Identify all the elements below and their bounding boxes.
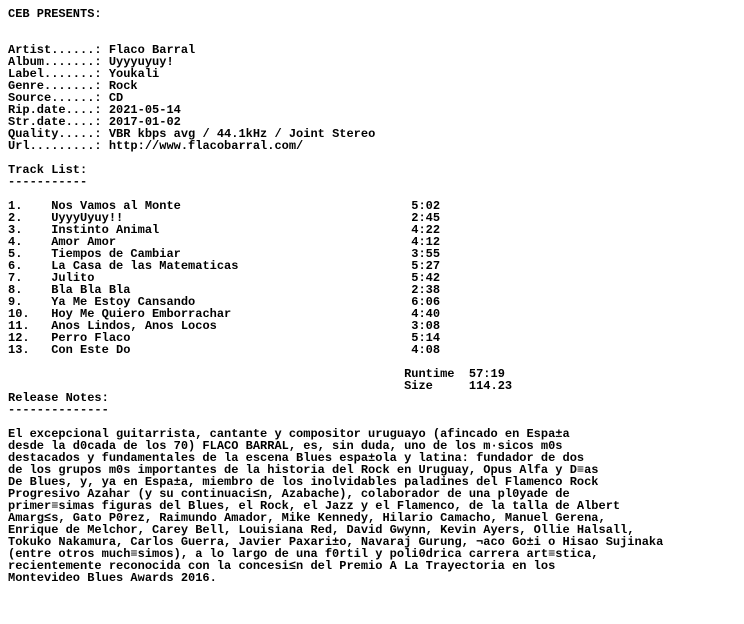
info-value: 2021-05-14 xyxy=(108,103,181,117)
track-title: Tiempos de Cambiar xyxy=(51,247,412,261)
notes-line: El excepcional guitarrista, cantante y compositor uruguayo (afincado en Espa±a xyxy=(8,427,570,441)
runtime-value: 57:19 xyxy=(468,367,505,381)
track-title: La Casa de las Matematicas xyxy=(51,259,412,273)
track-title: UyyyUyuy!! xyxy=(51,211,412,225)
info-value: CD xyxy=(108,91,124,105)
track-number: 8. xyxy=(8,283,52,297)
notes-line: primer≡simas figuras del Blues, el Rock, el Jazz y el Flamenco, de la talla de Albert xyxy=(8,499,621,513)
release-notes xyxy=(8,428,663,584)
info-value: Rock xyxy=(108,79,138,93)
notes-line: destacados y fundamentales de la escena Blues espa±ola y latina: fundador de dos xyxy=(8,451,585,465)
info-value: Flaco Barral xyxy=(108,43,196,57)
track-title: Julito xyxy=(51,271,412,285)
notes-line: desde la d0cada de los 70) FLACO BARRAL, es, sin duda, uno de los m·sicos m0s xyxy=(8,439,563,453)
track-number: 13. xyxy=(8,343,52,357)
track-number: 7. xyxy=(8,271,52,285)
notes-underline: -------------- xyxy=(8,403,109,417)
notes-line: (entre otros much≡simos), a lo largo de una f0rtil y poli0drica carrera art≡stica, xyxy=(8,547,599,561)
track-number: 11. xyxy=(8,319,52,333)
track-time: 4:22 xyxy=(411,223,441,237)
info-key: Genre.......: xyxy=(8,79,102,93)
info-value: 2017-01-02 xyxy=(108,115,181,129)
track-time: 2:45 xyxy=(411,211,441,225)
track-title: Hoy Me Quiero Emborrachar xyxy=(51,307,412,321)
track-number: 4. xyxy=(8,235,52,249)
track-number: 2. xyxy=(8,211,52,225)
track-title: Instinto Animal xyxy=(51,223,412,237)
track-time: 5:14 xyxy=(411,331,441,345)
tracklist-heading: Track List: xyxy=(8,163,88,177)
runtime-label: Runtime xyxy=(404,367,455,381)
track-title: Amor Amor xyxy=(51,235,412,249)
track-time: 2:38 xyxy=(411,283,441,297)
notes-line: recientemente reconocida con la concesi≤n del Premio A La Trayectoria en los xyxy=(8,559,556,573)
notes-heading: Release Notes: xyxy=(8,391,109,405)
track-time: 4:40 xyxy=(411,307,441,321)
track-number: 12. xyxy=(8,331,52,345)
info-value: VBR kbps avg / 44.1kHz / Joint Stereo xyxy=(108,127,376,141)
info-key: Rip.date....: xyxy=(8,103,102,117)
info-key: Quality.....: xyxy=(8,127,102,141)
track-time: 4:12 xyxy=(411,235,441,249)
track-number: 1. xyxy=(8,199,52,213)
blank-line xyxy=(8,152,663,164)
track-time: 3:08 xyxy=(411,319,441,333)
track-title: Bla Bla Bla xyxy=(51,283,412,297)
info-value: Youkali xyxy=(108,67,160,81)
info-key: Url.........: xyxy=(8,139,102,153)
track-time: 5:02 xyxy=(411,199,441,213)
blank-line xyxy=(8,20,663,32)
size-label: Size xyxy=(404,379,433,393)
track-title: Perro Flaco xyxy=(51,331,412,345)
track-time: 4:08 xyxy=(411,343,441,357)
track-time: 5:27 xyxy=(411,259,441,273)
track-time: 3:55 xyxy=(411,247,441,261)
tracklist-underline: ----------- xyxy=(8,175,88,189)
track-title: Ya Me Estoy Cansando xyxy=(51,295,412,309)
track-title: Anos Lindos, Anos Locos xyxy=(51,319,412,333)
track-number: 6. xyxy=(8,259,52,273)
notes-line: Enrique de Melchor, Carey Bell, Louisiana Red, David Gwynn, Kevin Ayers, Ollie Halsall, xyxy=(8,523,635,537)
notes-line: Amarg≤s, Gato P0rez, Raimundo Amador, Mike Kennedy, Hilario Camacho, Manuel Gerena, xyxy=(8,511,606,525)
nfo-document xyxy=(8,8,663,584)
info-value: http://www.flacobarral.com/ xyxy=(108,139,304,153)
info-key: Source......: xyxy=(8,91,102,105)
track-number: 5. xyxy=(8,247,52,261)
notes-line: De Blues, y, ya en Espa±a, miembro de los inolvidables paladines del Flamenco Rock xyxy=(8,475,599,489)
track-time: 5:42 xyxy=(411,271,441,285)
track-title: Con Este Do xyxy=(51,343,412,357)
info-key: Label.......: xyxy=(8,67,102,81)
info-key: Str.date....: xyxy=(8,115,102,129)
info-value: Uyyyuyuy! xyxy=(108,55,174,69)
notes-line: Tokuko Nakamura, Carlos Guerra, Javier Paxari±o, Navaraj Gurung, ¬aco Go±i o Hisao Sujinaka xyxy=(8,535,664,549)
size-value: 114.23 xyxy=(468,379,513,393)
notes-line: Montevideo Blues Awards 2016. xyxy=(8,571,217,585)
track-number: 3. xyxy=(8,223,52,237)
notes-line: de los grupos m0s importantes de la historia del Rock en Uruguay, Opus Alfa y D≡as xyxy=(8,463,599,477)
info-key: Artist......: xyxy=(8,43,102,57)
info-row-url xyxy=(8,140,663,152)
track-number: 9. xyxy=(8,295,52,309)
info-key: Album.......: xyxy=(8,55,102,69)
track-number: 10. xyxy=(8,307,52,321)
track-time: 6:06 xyxy=(411,295,441,309)
notes-line: Progresivo Azahar (y su continuaci≤n, Azabache), colaborador de una pl0yade de xyxy=(8,487,570,501)
track-row xyxy=(8,344,663,356)
track-list xyxy=(8,200,663,356)
track-title: Nos Vamos al Monte xyxy=(51,199,412,213)
presents-title: CEB PRESENTS: xyxy=(8,7,102,21)
